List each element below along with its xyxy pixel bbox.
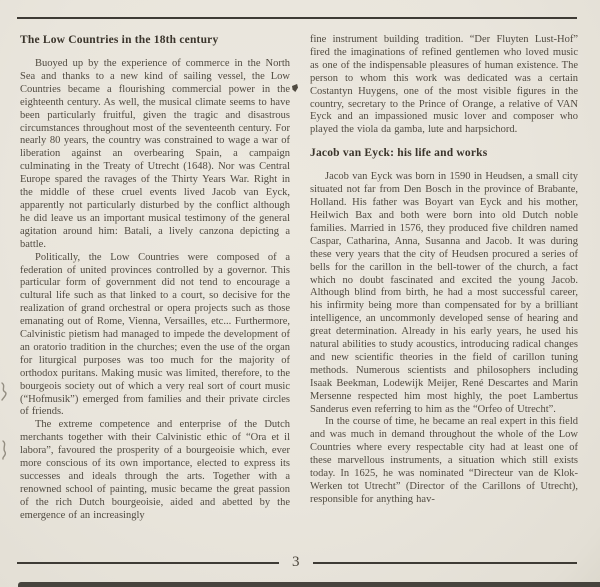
right-column	[310, 34, 578, 523]
paragraph-continuation: fine instrument building tradition. “Der Fluyten Lust-Hof” fired the imaginations of refined gentlemen who loved music as one of the indispensable pleasures of human existence. The person to whom this work was dedicated was a certain Costantyn Huygens, one of the most visible figures in the country, secretary to the Prince of Orange, a relative of VAN Eyck and an impassioned music lover and composer who played the viola da gamba, lute and harpsichord.	[310, 34, 578, 136]
page-footer	[17, 555, 577, 571]
footer-rule-left	[17, 562, 279, 564]
margin-pencil-mark	[0, 381, 9, 401]
section-heading-van-eyck: Jacob van Eyck: his life and works	[310, 147, 488, 160]
top-rule	[17, 17, 577, 19]
page-number: 3	[292, 553, 300, 570]
scan-edge-shadow	[18, 582, 600, 587]
paragraph: In the course of time, he became an real expert in this field and was much in demand throughout the whole of the Low Countries where every respectable city had at least one of these marvellous instruments, a situation which still exists today. In 1625, he was nominated “Directeur van de Klok-Werken tot Utrecht” (Director of the Carillons of Utrecht), responsible for anything hav-	[310, 416, 578, 505]
margin-pencil-mark	[0, 440, 9, 460]
paragraph: Buoyed up by the experience of commerce in the North Sea and thanks to a new kind of sailing vessel, the Low Countries became a flourishing commercial power in the eighteenth century. As well, the musical climate seems to have been particularly fruitful, given the tragic and disastrous circumstances throughout most of the seventeenth century. For nearly 80 years, the country was constrained to wage a war of liberation against an overbearing Spain, a campaign culminating in the Treaty of Utrecht (1648). Nor was Central Europe spared the ravages of the Thirty Years War. Right in the middle of these cruel events lived Jacob van Eyck, apparently not particularly disturbed by the conflict although he did leave us an important musical testimony of the general agitation around him: Batali, a lively canzona depicting a battle.	[20, 58, 290, 250]
page-content	[20, 34, 578, 523]
section-heading-low-countries: The Low Countries in the 18th century	[20, 34, 219, 46]
paragraph: The extreme competence and enterprise of the Dutch merchants together with their Calvinistic ethic of “Ora et il labora”, favoured the prosperity of a bourgeoisie which, ever more conscious of its own importance, elected to express its successes and ideals through the arts. Together with a renowned school of painting, music became the great passion of the rich Dutch bourgeoisie, aided and abetted by the emergence of an increasingly	[20, 419, 290, 521]
paragraph: Jacob van Eyck was born in 1590 in Heudsen, a small city situated not far from Den Bosch in the province of Brabante, Holland. His father was Boyart van Eyck and his mother, Heilwich Bax and both were born into old Dutch noble families. Married in 1576, they produced five children named Caspar, Catharina, Anna, Susanna and Jacob. It was during these very years that the city of Heudsen procured a series of bells for the carillon in the bell-tower of the church, a fact which no doubt fascinated and excited the young Jacob. Although blind from birth, he had a most successful career, his infirmity being more than compensated for by a brilliant intelligence, an uncommonly developed sense of hearing and great determination. Already in his early years, he used his natural abilities to study acoustics, introducing radical changes and new scientific theories in the field of carillon tuning methods. Numerous scientists and philosophers including Isaak Beekman, Lodewijk Meijer, René Descartes and Marin Mersenne respected him most highly, the poet Lambertus Sanderus even referring to him as the “Orfeo of Utrecht”.	[310, 171, 578, 415]
paragraph: Politically, the Low Countries were composed of a federation of united provinces controlled by a governor. This particular form of government did not tend to encourage a cultural life such as that linked to a court, so decisive for the realization of grand orchestral or opera projects such as those emanating out of Rome, Vienna, Versailles, etc... Furthermore, Calvinistic pietism had managed to impede the development of an oratorio tradition in the churches; even the use of the organ for liturgical purposes was too much for the majority of orthodox puritans. Making music was limited, therefore, to the bourgeois society out of which a very real sort of court music (“Hofmusik”) emerged from families and their private circles of friends.	[20, 251, 290, 418]
footer-rule-right	[313, 562, 578, 564]
left-column	[20, 34, 290, 523]
